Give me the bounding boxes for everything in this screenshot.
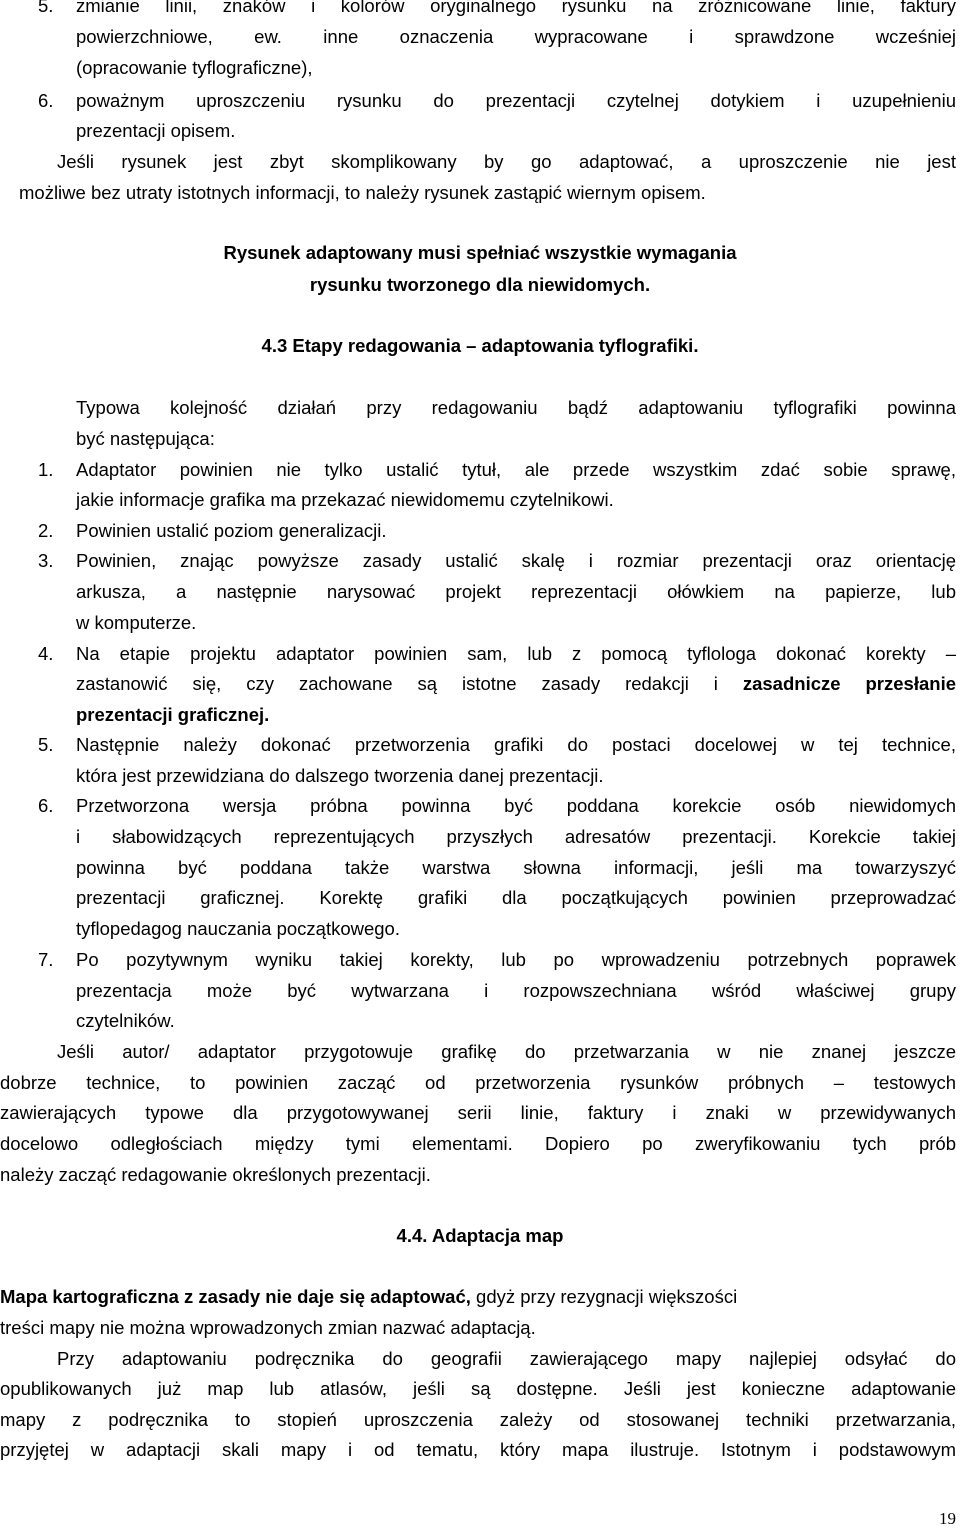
step-text: tyflopedagog nauczania początkowego. — [76, 918, 400, 939]
paragraph-line: mapy z podręcznika to stopień uproszczenia zależy od stosowanej techniki przetwarzania, — [0, 1409, 956, 1430]
paragraph-line: Jeśli rysunek jest zbyt skomplikowany by go adaptować, a uproszczenie nie jest — [57, 151, 956, 172]
step-text: Adaptator powinien nie tylko ustalić tytuł, ale przede wszystkim zdać sobie sprawę, — [76, 459, 956, 480]
step-text: prezentacja może być wytwarzana i rozpowszechniana wśród właściwej grupy — [76, 980, 956, 1001]
step-number: 5. — [38, 734, 54, 755]
step-number: 1. — [38, 459, 54, 480]
paragraph-line: dobrze technice, to powinien zacząć od przetworzenia rysunków próbnych – testowych — [0, 1072, 956, 1093]
list-text: zmianie linii, znaków i kolorów oryginalnego rysunku na zróżnicowane linie, faktury — [76, 0, 956, 16]
paragraph-text: gdyż przy rezygnacji większości — [470, 1286, 738, 1307]
step-text — [76, 673, 956, 695]
step-number: 4. — [38, 643, 54, 664]
section-heading: 4.3 Etapy redagowania – adaptowania tyflografiki. — [261, 335, 699, 356]
paragraph-line: Jeśli autor/ adaptator przygotowuje grafikę do przetwarzania w nie znanej jeszcze — [57, 1041, 956, 1062]
paragraph-line: zawierających typowe dla przygotowywanej serii linie, faktury i znaki w przewidywanych — [0, 1102, 956, 1123]
paragraph-line: Przy adaptowaniu podręcznika do geografii zawierającego mapy najlepiej odsyłać do — [57, 1348, 956, 1369]
list-number: 6. — [38, 90, 54, 111]
list-number: 5. — [38, 0, 54, 16]
step-text: i słabowidzących reprezentujących przyszłych adresatów prezentacji. Korekcie takiej — [76, 826, 956, 847]
step-text: w komputerze. — [76, 612, 197, 633]
paragraph-line: należy zacząć redagowanie określonych prezentacji. — [0, 1164, 431, 1185]
step-text: która jest przewidziana do dalszego tworzenia danej prezentacji. — [76, 765, 604, 786]
bold-phrase: zasadnicze przesłanie — [742, 673, 956, 694]
page-number: 19 — [939, 1509, 956, 1528]
step-text: prezentacji graficznej. — [76, 704, 270, 725]
intro-line: być następująca: — [76, 428, 215, 449]
paragraph-line: docelowo odległościach między tymi elementami. Dopiero po zweryfikowaniu tych prób — [0, 1133, 956, 1154]
step-text: czytelników. — [76, 1010, 175, 1031]
step-text: prezentacji graficznej. Korektę grafiki dla początkujących powinien przeprowadzać — [76, 887, 956, 908]
step-number: 3. — [38, 550, 54, 571]
paragraph-line: treści mapy nie można wprowadzonych zmian nazwać adaptacją. — [0, 1317, 536, 1338]
emphasis-line: Rysunek adaptowany musi spełniać wszystkie wymagania — [223, 242, 737, 263]
emphasis-line: rysunku tworzonego dla niewidomych. — [309, 274, 651, 295]
list-text: prezentacji opisem. — [76, 120, 236, 141]
step-text: Powinien, znając powyższe zasady ustalić skalę i rozmiar prezentacji oraz orientację — [76, 550, 956, 571]
step-text: Na etapie projektu adaptator powinien sam, lub z pomocą tyflologa dokonać korekty – — [76, 643, 956, 664]
list-text: powierzchniowe, ew. inne oznaczenia wypracowane i sprawdzone wcześniej — [76, 26, 956, 47]
step-text: Następnie należy dokonać przetworzenia grafiki do postaci docelowej w tej technice, — [76, 734, 956, 755]
paragraph-line — [0, 1286, 956, 1308]
list-text: poważnym uproszczeniu rysunku do prezentacji czytelnej dotykiem i uzupełnieniu — [76, 90, 956, 111]
step-text: powinna być poddana także warstwa słowna informacji, jeśli ma towarzyszyć — [76, 857, 956, 878]
step-text: Po pozytywnym wyniku takiej korekty, lub po wprowadzeniu potrzebnych poprawek — [76, 949, 956, 970]
intro-line: Typowa kolejność działań przy redagowaniu bądź adaptowaniu tyflografiki powinna — [76, 397, 956, 418]
paragraph-line: opublikowanych już map lub atlasów, jeśli są dostępne. Jeśli jest konieczne adaptowanie — [0, 1378, 956, 1399]
list-text: (opracowanie tyflograficzne), — [76, 57, 313, 78]
bold-phrase: Mapa kartograficzna z zasady nie daje się adaptować, — [0, 1286, 471, 1307]
step-text: jakie informacje grafika ma przekazać niewidomemu czytelnikowi. — [76, 489, 614, 510]
step-text: Powinien ustalić poziom generalizacji. — [76, 520, 387, 541]
paragraph-line: możliwe bez utraty istotnych informacji, to należy rysunek zastąpić wiernym opisem. — [19, 182, 706, 203]
section-heading: 4.4. Adaptacja map — [396, 1225, 564, 1246]
step-number: 6. — [38, 795, 54, 816]
step-text: Przetworzona wersja próbna powinna być poddana korekcie osób niewidomych — [76, 795, 956, 816]
step-number: 2. — [38, 520, 54, 541]
step-number: 7. — [38, 949, 54, 970]
paragraph-line: przyjętej w adaptacji skali mapy i od tematu, który mapa ilustruje. Istotnym i podstawowym — [0, 1439, 956, 1460]
step-text-part: zastanowić się, czy zachowane są istotne zasady redakcji i — [76, 673, 718, 694]
step-text: arkusza, a następnie narysować projekt reprezentacji ołówkiem na papierze, lub — [76, 581, 956, 602]
